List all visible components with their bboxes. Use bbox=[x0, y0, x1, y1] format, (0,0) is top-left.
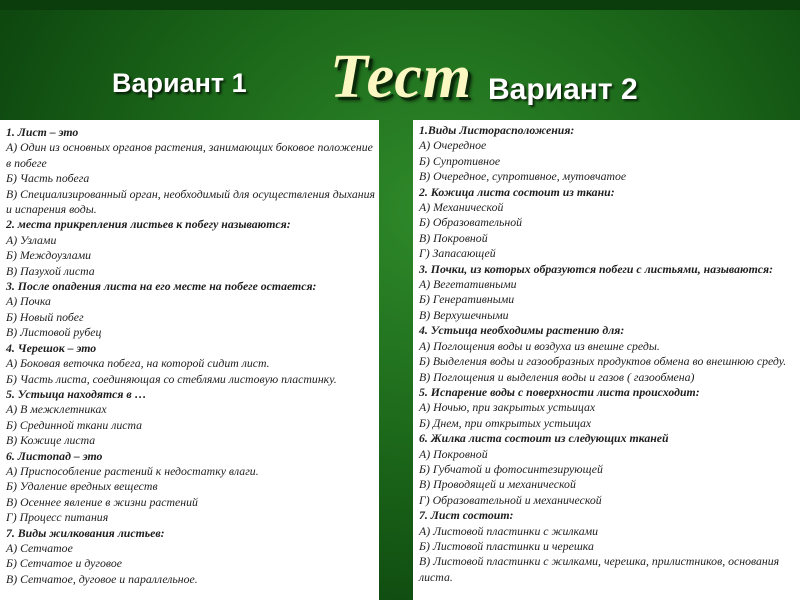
answer-option: Б) Сетчатое и дуговое bbox=[6, 556, 123, 571]
answer-option: А) Механической bbox=[419, 200, 504, 215]
answer-option: Б) Генеративными bbox=[419, 292, 515, 307]
answer-option: Б) Новый побег bbox=[6, 309, 84, 324]
question-text: 7. Виды жилкования листьев: bbox=[6, 525, 165, 540]
question-text: 7. Лист состоит: bbox=[419, 508, 514, 523]
question-text: 3. Почки, из которых образуются побеги с листьями, называются: bbox=[419, 261, 773, 276]
answer-option: Б) Губчатой и фотосинтезирующей bbox=[419, 461, 603, 476]
answer-option: Б) Выделения воды и газообразных продуктов обмена во внешнюю среду. bbox=[419, 354, 787, 369]
answer-option: А) Поглощения воды и воздуха из внешне среды. bbox=[419, 338, 660, 353]
answer-option: А) Приспособление растений к недостатку влаги. bbox=[6, 463, 259, 478]
answer-option: Г) Запасающей bbox=[419, 246, 496, 261]
answer-option: Б) Срединной ткани листа bbox=[6, 417, 143, 432]
answer-option: А) Один из основных органов растения, занимающих боковое положение в побеге bbox=[6, 140, 373, 170]
question-text: 6. Жилка листа состоит из следующих тканей bbox=[419, 431, 669, 446]
answer-option: В) Пазухой листа bbox=[6, 263, 95, 278]
answer-option: В) Поглощения и выделения воды и газов ( газообмена) bbox=[419, 369, 695, 384]
question-text: 2. Кожица листа состоит из ткани: bbox=[419, 184, 615, 199]
answer-option: А) Боковая веточка побега, на которой сидит лист. bbox=[6, 356, 270, 371]
question-text: 6. Листопад – это bbox=[6, 448, 103, 463]
answer-option: Б) Часть листа, соединяющая со стеблями листовую пластинку. bbox=[6, 371, 337, 386]
answer-option: А) В межклетниках bbox=[6, 402, 107, 417]
answer-option: А) Листовой пластинки с жилками bbox=[419, 523, 599, 538]
variant-1-panel bbox=[0, 120, 379, 600]
answer-option: А) Почка bbox=[6, 294, 51, 309]
answer-option: А) Вегетативными bbox=[419, 277, 517, 292]
answer-option: В) Покровной bbox=[419, 230, 488, 245]
answer-option: В) Листовой пластинки с жилками, черешка, прилистников, основания листа. bbox=[419, 554, 780, 584]
answer-option: В) Кожице листа bbox=[6, 433, 96, 448]
answer-option: В) Сетчатое, дуговое и параллельное. bbox=[6, 571, 198, 586]
answer-option: А) Покровной bbox=[419, 446, 488, 461]
question-text: 1. Лист – это bbox=[6, 125, 79, 139]
answer-option: Б) Образовательной bbox=[419, 215, 522, 230]
page-title: Тест bbox=[330, 43, 473, 111]
answer-option: В) Специализированный орган, необходимый для осуществления дыхания и испарения воды. bbox=[6, 186, 375, 217]
question-text: 5. Испарение воды с поверхности листа происходит: bbox=[419, 384, 700, 399]
variant-1-heading: Вариант 1 bbox=[112, 68, 247, 98]
answer-option: Г) Образовательной и механической bbox=[419, 492, 602, 507]
answer-option: В) Осеннее явление в жизни растений bbox=[6, 494, 198, 509]
answer-option: В) Проводящей и механической bbox=[419, 477, 576, 492]
question-text: 5. Устьица находятся в … bbox=[6, 386, 147, 401]
answer-option: Б) Днем, при открытых устьицах bbox=[419, 415, 592, 430]
question-text: 4. Черешок – это bbox=[6, 340, 97, 355]
question-text: 1.Виды Листорасположения: bbox=[419, 123, 575, 137]
answer-option: Б) Листовой пластинки и черешка bbox=[419, 538, 594, 553]
answer-option: В) Верхушечными bbox=[419, 307, 509, 322]
question-text: 3. После опадения листа на его месте на побеге остается: bbox=[6, 279, 317, 294]
question-text: 2. места прикрепления листьев к побегу называются: bbox=[6, 217, 291, 232]
question-text: 4. Устьица необходимы растению для: bbox=[419, 323, 625, 338]
answer-option: Г) Процесс питания bbox=[6, 510, 109, 525]
answer-option: А) Ночью, при закрытых устьицах bbox=[419, 400, 596, 415]
variant-2-heading: Вариант 2 bbox=[488, 73, 638, 106]
answer-option: А) Сетчатое bbox=[6, 540, 73, 555]
answer-option: А) Очередное bbox=[419, 138, 487, 153]
answer-option: Б) Часть побега bbox=[6, 171, 90, 186]
answer-option: Б) Удаление вредных веществ bbox=[6, 479, 158, 494]
answer-option: В) Очередное, супротивное, мутовчатое bbox=[419, 169, 627, 184]
answer-option: Б) Междоузлами bbox=[6, 248, 92, 263]
variant-2-panel bbox=[413, 120, 800, 600]
answer-option: Б) Супротивное bbox=[419, 153, 501, 168]
answer-option: А) Узлами bbox=[6, 232, 57, 247]
top-band bbox=[0, 0, 800, 10]
answer-option: В) Листовой рубец bbox=[6, 325, 102, 340]
